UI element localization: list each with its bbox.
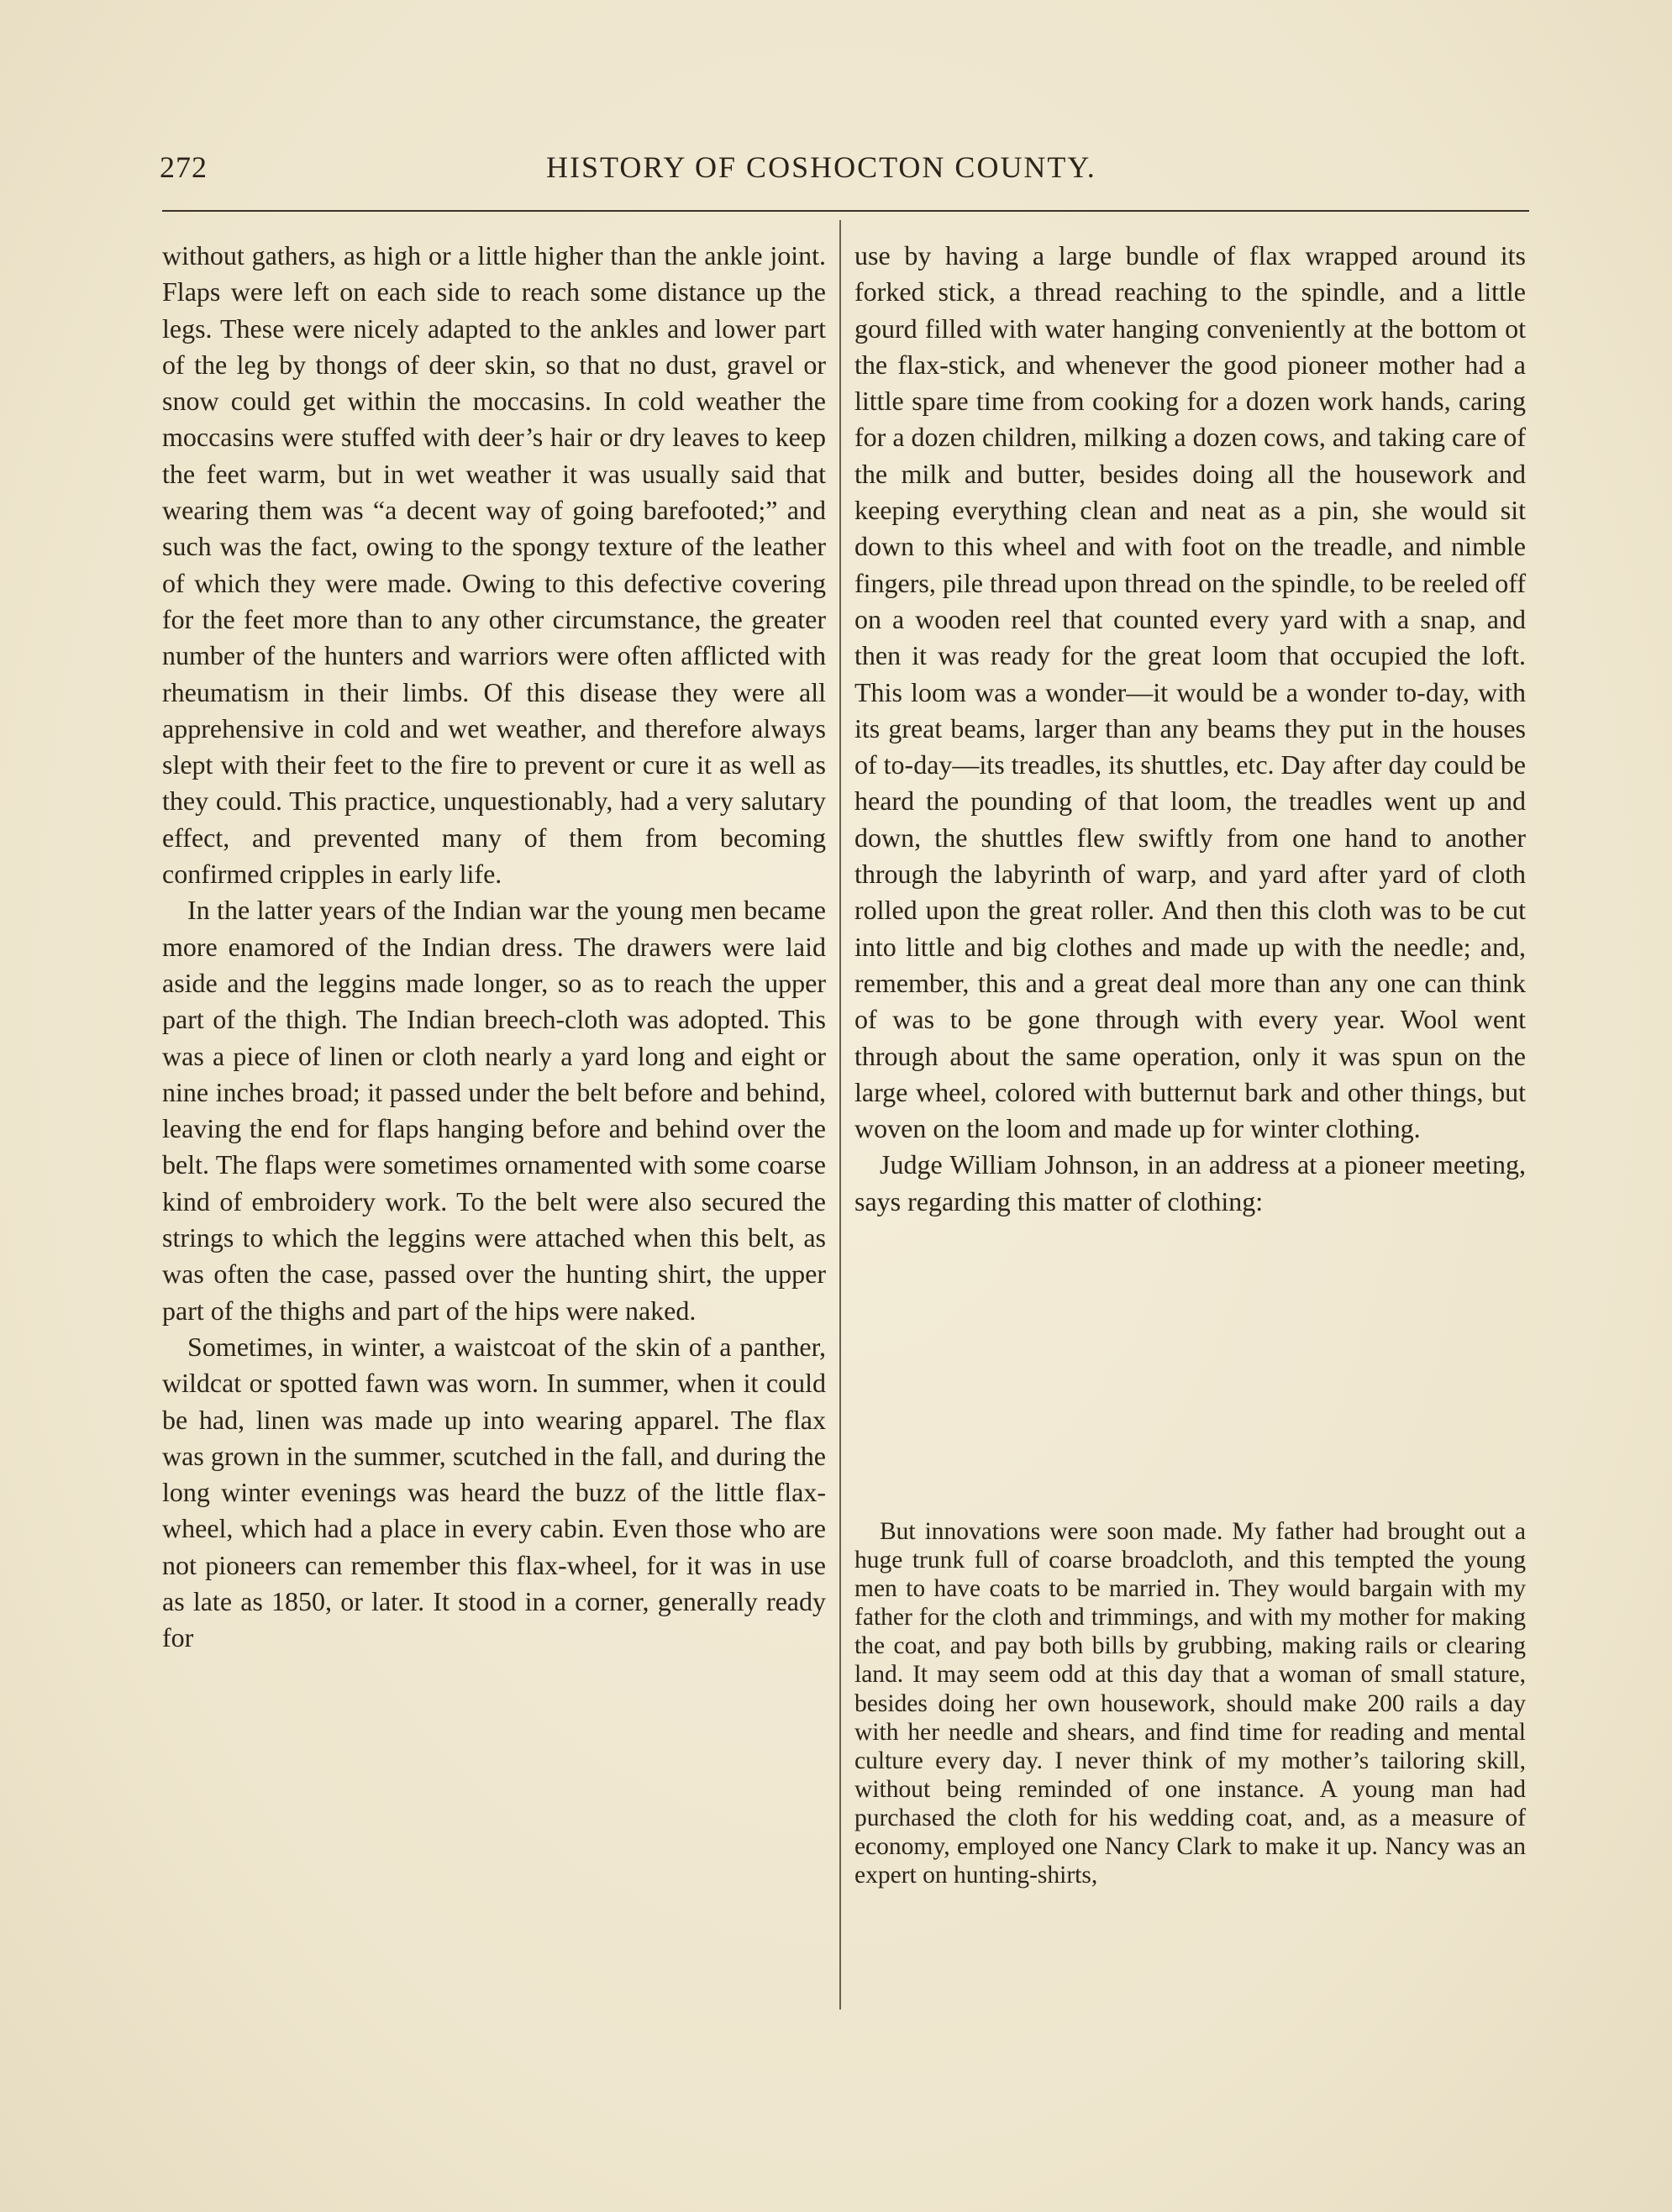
left-column (162, 238, 826, 1657)
left-paragraph-3: Sometimes, in winter, a waistcoat of the skin of a panther, wildcat or spotted fawn was worn. In summer, when it could be had, linen was made up into wearing apparel. The flax was grown in the summer, scutched in the fall, and during the long winter evenings was heard the buzz of the little flax-wheel, which had a place in every cabin. Even those who are not pioneers can remember this flax-wheel, for it was in use as late as 1850, or later. It stood in a corner, generally ready for (162, 1331, 826, 1653)
column-divider (839, 220, 841, 2010)
page-header (160, 150, 1521, 192)
left-paragraph-2: In the latter years of the Indian war the young men became more enamored of the Indian dress. The drawers were laid aside and the leggins made longer, so as to reach the upper part of the thigh. The Indian breech-cloth was adopted. This was a piece of linen or cloth nearly a yard long and eight or nine inches broad; it passed under the belt before and behind, leaving the end for flaps hanging before and behind over the belt. The flaps were sometimes ornamented with some coarse kind of embroidery work. To the belt were also secured the strings to which the leggins were attached when this belt, as was often the case, passed over the hunting shirt, the upper part of the thighs and part of the hips were naked. (162, 895, 826, 1326)
right-paragraph-1: use by having a large bundle of flax wrapped around its forked stick, a thread reaching to the spindle, and a little gourd filled with water hanging conveniently at the bottom ot the flax-stick, and whenever the good pioneer mother had a little spare time from cooking for a dozen work hands, caring for a dozen children, milking a dozen cows, and taking care of the milk and butter, besides doing all the housework and keeping everything clean and neat as a pin, she would sit down to this wheel and with foot on the treadle, and nimble fingers, pile thread upon thread on the spindle, to be reeled off on a wooden reel that counted every yard with a snap, and then it was ready for the great loom that occupied the loft. This loom was a wonder—it would be a wonder to-day, with its great beams, larger than any beams they put in the houses of to-day—its treadles, its shuttles, etc. Day after day could be heard the pounding of that loom, the treadles went up and down, the shuttles flew swiftly from one hand to another through the labyrinth of warp, and yard after yard of cloth rolled upon the great roller. And then this cloth was to be cut into little and big clothes and made up with the needle; and, remember, this and a great deal more than any one can think of was to be gone through with every year. Wool went through about the same operation, only it was spun on the large wheel, colored with butternut bark and other things, but woven on the loom and made up for winter clothing. (854, 240, 1526, 1144)
right-column (854, 238, 1526, 1220)
page-number: 272 (160, 150, 208, 184)
right-paragraph-2: Judge William Johnson, in an address at a pioneer meeting, says regarding this matter of clothing: (854, 1149, 1526, 1216)
header-rule (162, 210, 1529, 212)
left-paragraph-1: without gathers, as high or a little higher than the ankle joint. Flaps were left on each side to reach some distance up the legs. These were nicely adapted to the ankles and lower part of the leg by thongs of deer skin, so that no dust, gravel or snow could get within the moccasins. In cold weather the moccasins were stuffed with deer’s hair or dry leaves to keep the feet warm, but in wet weather it was usually said that wearing them was “a decent way of going barefooted;” and such was the fact, owing to the spongy texture of the leather of which they were made. Owing to this defective covering for the feet more than to any other circumstance, the greater number of the hunters and warriors were often afflicted with rheumatism in their limbs. Of this disease they were all apprehensive in cold and wet weather, and therefore always slept with their feet to the fire to prevent or cure it as well as they could. This practice, unquestionably, had a very salutary effect, and prevented many of them from becoming confirmed cripples in early life. (162, 240, 826, 890)
running-head: HISTORY OF COSHOCTON COUNTY. (546, 150, 1096, 184)
block-quote: But innovations were soon made. My father had brought out a huge trunk full of coarse broadcloth, and this tempted the young men to have coats to be married in. They would bargain with my father for the cloth and trimmings, and with my mother for making the coat, and pay both bills by grubbing, making rails or clearing land. It may seem odd at this day that a woman of small stature, besides doing her own housework, should make 200 rails a day with her needle and shears, and find time for reading and mental culture every day. I never think of my mother’s tailoring skill, without being reminded of one instance. A young man had purchased the cloth for his wedding coat, and, as a measure of economy, employed one Nancy Clark to make it up. Nancy was an expert on hunting-shirts, (854, 1518, 1526, 1889)
